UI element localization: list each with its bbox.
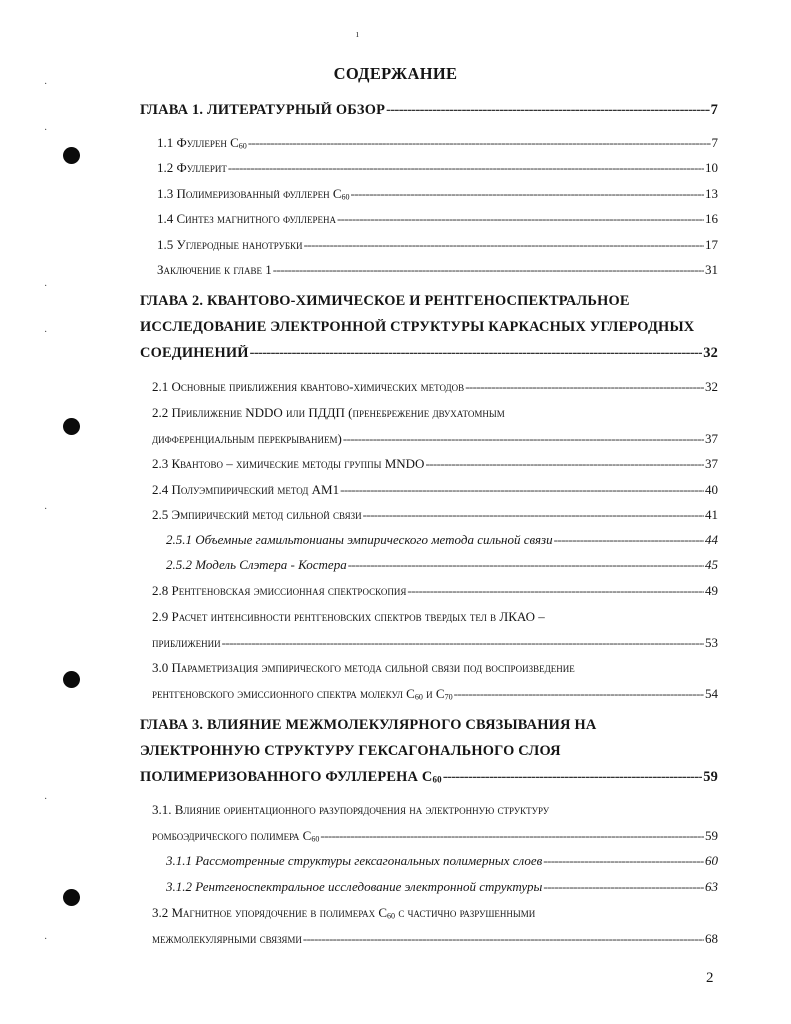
dot-leader [304,237,704,253]
toc-page-number: 45 [705,557,718,572]
dot-leader [348,557,704,573]
dot-leader [248,135,711,151]
toc-entry-3-0-line-1[interactable]: 3.0 Параметризация эмпирического метода сильной связи под воспроизведение [152,660,575,675]
toc-entry-2-4[interactable]: 2.4 Полуэмпирический метод AM1 ----- 40 [152,482,718,498]
toc-entry-2-2[interactable]: дифференциальным перекрыванием) ----- 37 [152,431,718,447]
toc-entry-chapter-2-line-2[interactable]: ИССЛЕДОВАНИЕ ЭЛЕКТРОННОЙ СТРУКТУРЫ КАРКАСНЫХ УГЛЕРОДНЫХ [140,319,695,335]
toc-entry-2-2-line-1[interactable]: 2.2 Приближение NDDO или ПДДП (пренебрежение двухатомным [152,405,505,420]
dot-leader [343,431,704,447]
toc-entry-3-2-line-1[interactable]: 3.2 Магнитное упорядочение в полимерах $С_{60}$ с частично разрушенными [152,905,536,921]
dot-leader [337,211,704,227]
toc-entry-1-3[interactable]: 1.3 Полимеризованный фуллерен $С_{60}$ ----- 13 [157,186,718,202]
toc-entry-2-5-2[interactable]: 2.5.2 Модель Слэтера - Костера ----- 45 [166,557,718,573]
toc-entry-3-1-2[interactable]: 3.1.2 Рентгеноспектральное исследование электронной структуры ----- 63 [166,879,718,895]
toc-page-number: 40 [705,482,718,497]
toc-page-number: 68 [705,931,718,946]
dot-leader [363,507,704,523]
toc-entry-chapter-3-line-2[interactable]: ЭЛЕКТРОННУЮ СТРУКТУРУ ГЕКСАГОНАЛЬНОГО СЛОЯ [140,743,561,759]
toc-page-number: 7 [711,135,718,150]
toc-page-number: 7 [710,102,718,118]
scan-speck: · [44,79,48,90]
toc-entry-2-1[interactable]: 2.1 Основные приближения квантово-химических методов ----- 32 [152,379,718,395]
dot-leader [250,345,703,362]
toc-page-number: 37 [705,431,718,446]
toc-entry-2-9-line-1[interactable]: 2.9 Расчет интенсивности рентгеновских спектров твердых тел в ЛКАО – [152,609,545,624]
toc-page-number: 13 [705,186,718,201]
toc-entry-chapter-3[interactable]: ПОЛИМЕРИЗОВАННОГО ФУЛЛЕРЕНА $С_{60}$ ----- 59 [140,769,718,786]
punch-hole-1 [63,147,80,164]
toc-page-number: 59 [705,828,718,843]
dot-leader [407,583,704,599]
dot-leader [454,686,704,702]
toc-page-number: 60 [705,853,718,868]
toc-entry-chapter-1[interactable] [140,102,718,119]
toc-page-number: 17 [705,237,718,252]
toc-entry-chapter-2[interactable] [140,345,718,362]
toc-entry-2-8[interactable]: 2.8 Рентгеновская эмиссионная спектроскопия ----- 49 [152,583,718,599]
toc-entry-1-4[interactable]: 1.4 Синтез магнитного фуллерена ----- 16 [157,211,718,227]
dot-leader [351,186,704,202]
toc-entry-2-9[interactable]: приближении ----- 53 [152,635,718,651]
toc-entry-3-1[interactable]: ромбоэдрического полимера $С_{60}$ ----- 59 [152,828,718,844]
toc-entry-1-2[interactable]: 1.2 Фуллерит ----- 10 [157,160,718,176]
toc-entry-chapter-2-line-1[interactable]: ГЛАВА 2. КВАНТОВО-ХИМИЧЕСКОЕ И РЕНТГЕНОСПЕКТРАЛЬНОЕ [140,293,630,309]
scan-speck: · [44,934,48,945]
toc-entry-2-5-1[interactable]: 2.5.1 Объемные гамильтонианы эмпирического метода сильной связи ----- 44 [166,532,718,548]
scan-speck: · [44,281,48,292]
toc-entry-3-1-1[interactable]: 3.1.1 Рассмотренные структуры гексагональных полимерных слоев ----- 60 [166,853,718,869]
toc-page-number: 37 [705,456,718,471]
dot-leader [443,769,702,786]
toc-page-number: 53 [705,635,718,650]
toc-page-number: 32 [703,345,718,361]
page-number: 2 [706,970,714,986]
dot-leader [386,102,709,119]
toc-page-number: 10 [705,160,718,175]
toc-page-number: 44 [705,532,718,547]
toc-page-number: 32 [705,379,718,394]
scan-speck: · [44,794,48,805]
dot-leader [228,160,704,176]
scan-speck: · [44,504,48,515]
page-title: СОДЕРЖАНИЕ [333,64,458,83]
dot-leader [465,379,704,395]
toc-entry-1-conclusion[interactable]: Заключение к главе 1 ----- 31 [157,262,718,278]
toc-page-number: 54 [705,686,718,701]
toc-entry-2-3[interactable]: 2.3 Квантово – химические методы группы MNDO ----- 37 [152,456,718,472]
dot-leader [340,482,704,498]
toc-entry-3-0[interactable]: рентгеновского эмиссионного спектра молекул $С_{60}$ и $С_{70}$ ----- 54 [152,686,718,702]
toc-page-number: 63 [705,879,718,894]
punch-hole-4 [63,889,80,906]
toc-entry-title: ГЛАВА 1. ЛИТЕРАТУРНЫЙ ОБЗОР [140,102,386,118]
dot-leader [543,853,704,869]
toc-page-number: 31 [705,262,718,277]
punch-hole-2 [63,418,80,435]
toc-page-number: 16 [705,211,718,226]
scan-speck: · [44,125,48,136]
dot-leader [554,532,704,548]
toc-page-number: 49 [705,583,718,598]
dot-leader [425,456,704,472]
toc-page-number: 59 [703,769,718,785]
toc-entry-2-5[interactable]: 2.5 Эмпирический метод сильной связи ----- 41 [152,507,718,523]
toc-page-number: 41 [705,507,718,522]
dot-leader [273,262,704,278]
toc-entry-3-1-line-1[interactable]: 3.1. Влияние ориентационного разупорядочения на электронную структуру [152,802,550,817]
dot-leader [222,635,704,651]
toc-entry-1-1[interactable]: 1.1 Фуллерен $С_{60}$ ----- 7 [157,135,718,151]
toc-entry-3-2[interactable]: межмолекулярными связями ----- 68 [152,931,718,947]
scan-speck: · [44,327,48,338]
toc-entry-chapter-3-line-1[interactable]: ГЛАВА 3. ВЛИЯНИЕ МЕЖМОЛЕКУЛЯРНОГО СВЯЗЫВАНИЯ НА [140,717,597,733]
toc-entry-title: СОЕДИНЕНИЙ [140,345,249,361]
scan-speck: ı [356,29,359,40]
punch-hole-3 [63,671,80,688]
dot-leader [543,879,704,895]
dot-leader [320,828,704,844]
dot-leader [303,931,704,947]
toc-entry-1-5[interactable]: 1.5 Углеродные нанотрубки ----- 17 [157,237,718,253]
